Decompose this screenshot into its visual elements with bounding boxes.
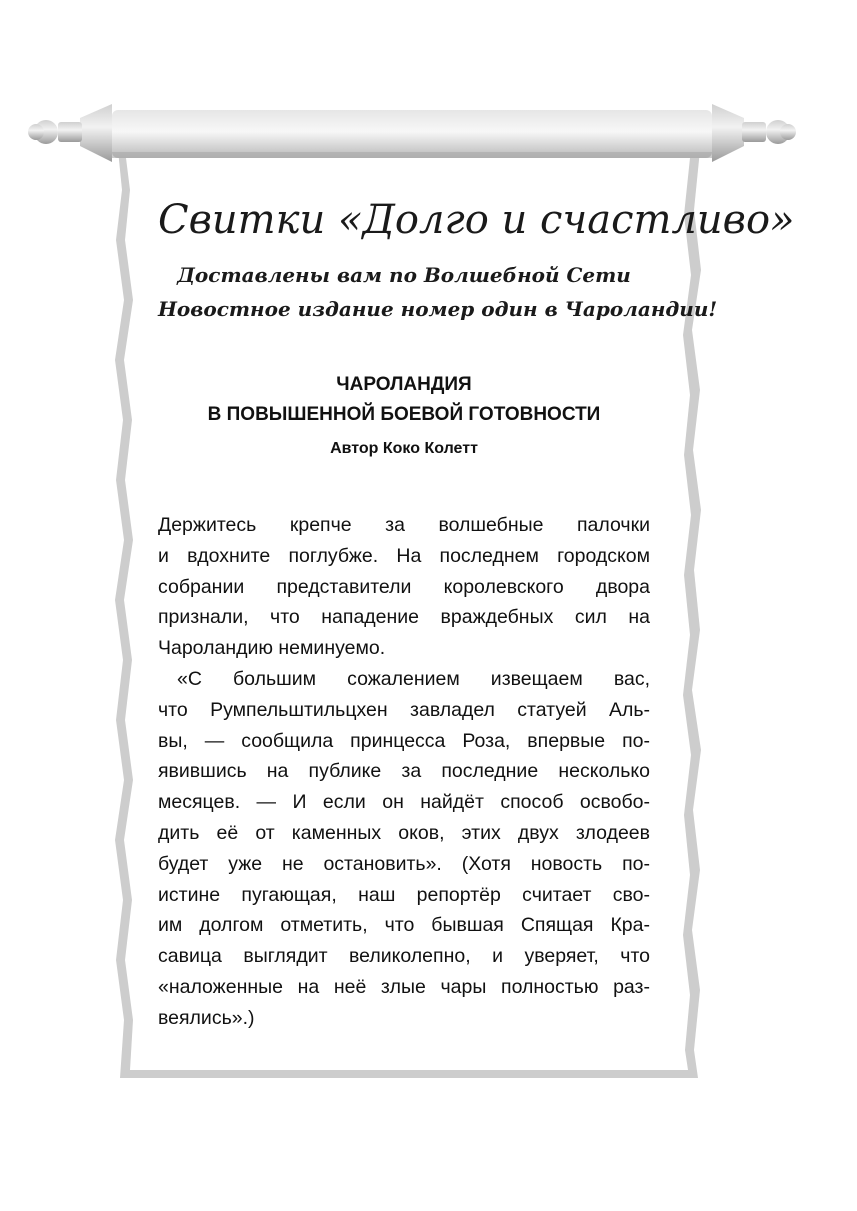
body-line: Держитесь крепче за волшебные палочки [158, 514, 650, 536]
scroll-roller-rod [112, 110, 712, 158]
body-line: и вдохните поглубже. На последнем городском [158, 544, 650, 567]
article-headline-line-1: ЧАРОЛАНДИЯ [336, 374, 472, 395]
body-line: признали, что нападение враждебных сил на [158, 606, 650, 629]
body-line: савица выглядит великолепно, и уверяет, что [158, 945, 650, 968]
body-line: Чароландию неминуемо. [158, 637, 386, 660]
scroll-left-knob [28, 104, 112, 162]
newspaper-subtitle-line-2: Новостное издание номер один в Чароландии! [158, 297, 718, 321]
body-line: истине пугающая, наш репортёр считает сво- [158, 883, 650, 906]
scroll-right-knob [712, 104, 796, 162]
newspaper-subtitle-line-1: Доставлены вам по Волшебной Сети [177, 263, 631, 287]
body-line: им долгом отметить, что бывшая Спящая Кра- [158, 914, 650, 937]
article-byline: Автор Коко Колетт [330, 440, 478, 457]
body-line: веялись».) [158, 1006, 255, 1029]
body-line: «С большим сожалением извещаем вас, [177, 667, 650, 690]
article-body [158, 510, 650, 1034]
body-line: будет уже не остановить». (Хотя новость по- [158, 852, 650, 875]
body-line: «наложенные на неё злые чары полностью раз- [158, 975, 650, 998]
body-line: месяцев. — И если он найдёт способ освобо- [158, 791, 650, 814]
body-line: явившись на публике за последние несколько [158, 760, 650, 783]
body-line: собрании представители королевского двора [158, 575, 650, 598]
body-line: что Румпельштильцхен завладел статуей Аль- [158, 698, 650, 721]
body-line: дить её от каменных оков, этих двух злодеев [158, 821, 650, 844]
article-headline-line-2: В ПОВЫШЕННОЙ БОЕВОЙ ГОТОВНОСТИ [207, 404, 601, 425]
body-line: вы, — сообщила принцесса Роза, впервые по- [158, 729, 650, 752]
newspaper-title: Свитки «Долго и счастливо» [158, 197, 795, 243]
